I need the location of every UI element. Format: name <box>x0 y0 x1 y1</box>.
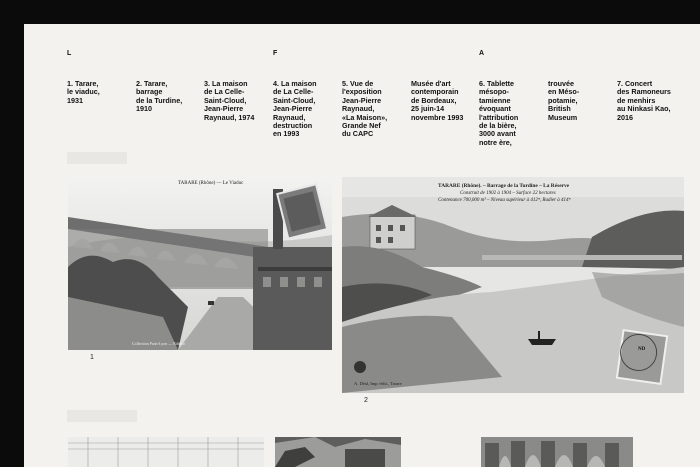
postcard-line-1: Construit de 1902 à 1904 – Surface 22 hectares <box>460 191 556 196</box>
figure-1-viaduct-postcard <box>68 177 332 350</box>
figure-2-dam-postcard <box>342 177 684 393</box>
figure-number-1: 1 <box>90 354 94 361</box>
section-letter-l: L <box>67 50 72 57</box>
postcard-publisher-2: A. Déal, Imp.-édit., Tarare <box>354 381 402 386</box>
postcard-title-2: TARARE (Rhône). – Barrage de la Turdine – La Réserve <box>438 183 570 189</box>
caption-6: 6. Tablette mésopo- tamienne évoquant l'attribution de la bière, 3000 avant notre ère, <box>479 79 519 147</box>
caption-5-continued: Musée d'art contemporain de Bordeaux, 25 juin-14 novembre 1993 <box>411 79 464 122</box>
viaduct-photo <box>68 177 332 350</box>
caption-2: 2. Tarare, barrage de la Turdine, 1910 <box>136 79 183 114</box>
section-letter-f: F <box>273 50 278 57</box>
figure-5-photo-partial <box>481 437 633 467</box>
figure-3-photo-partial <box>68 437 264 467</box>
reservoir-photo <box>342 177 684 393</box>
section-letter-a: A <box>479 50 485 57</box>
caption-3: 3. La maison de La Celle- Saint-Cloud, Jean-Pierre Raynaud, 1974 <box>204 79 255 122</box>
document-page <box>24 24 700 467</box>
caption-6-continued: trouvée en Méso- potamie, British Museum <box>548 79 580 122</box>
caption-7: 7. Concert des Ramoneurs de menhirs au Ninkasi Kao, 2016 <box>617 79 671 122</box>
caption-5: 5. Vue de l'exposition Jean-Pierre Raynaud, «La Maison», Grande Nef du CAPC <box>342 79 388 139</box>
exhibition-photo <box>481 437 633 467</box>
destruction-photo <box>275 437 401 467</box>
postcard-publisher-1: Collection Paris-Lyon — Editeur <box>132 341 185 346</box>
postcard-title-1: TARARE (Rhône) — Le Viaduc <box>178 181 244 186</box>
house-photo <box>68 437 264 467</box>
figure-number-2: 2 <box>364 397 368 404</box>
show-through-block <box>67 152 127 164</box>
show-through-block <box>67 410 137 422</box>
figure-4-photo-partial <box>275 437 401 467</box>
caption-1: 1. Tarare, le viaduc, 1931 <box>67 79 100 105</box>
postmark-text: ND <box>638 347 646 352</box>
caption-4: 4. La maison de La Celle- Saint-Cloud, Jean-Pierre Raynaud, destruction en 1993 <box>273 79 317 139</box>
postcard-line-2: Contenance 700,000 m³ – Niveau supérieur à 412ᵐ, Radier à 414ᵐ <box>438 198 571 203</box>
